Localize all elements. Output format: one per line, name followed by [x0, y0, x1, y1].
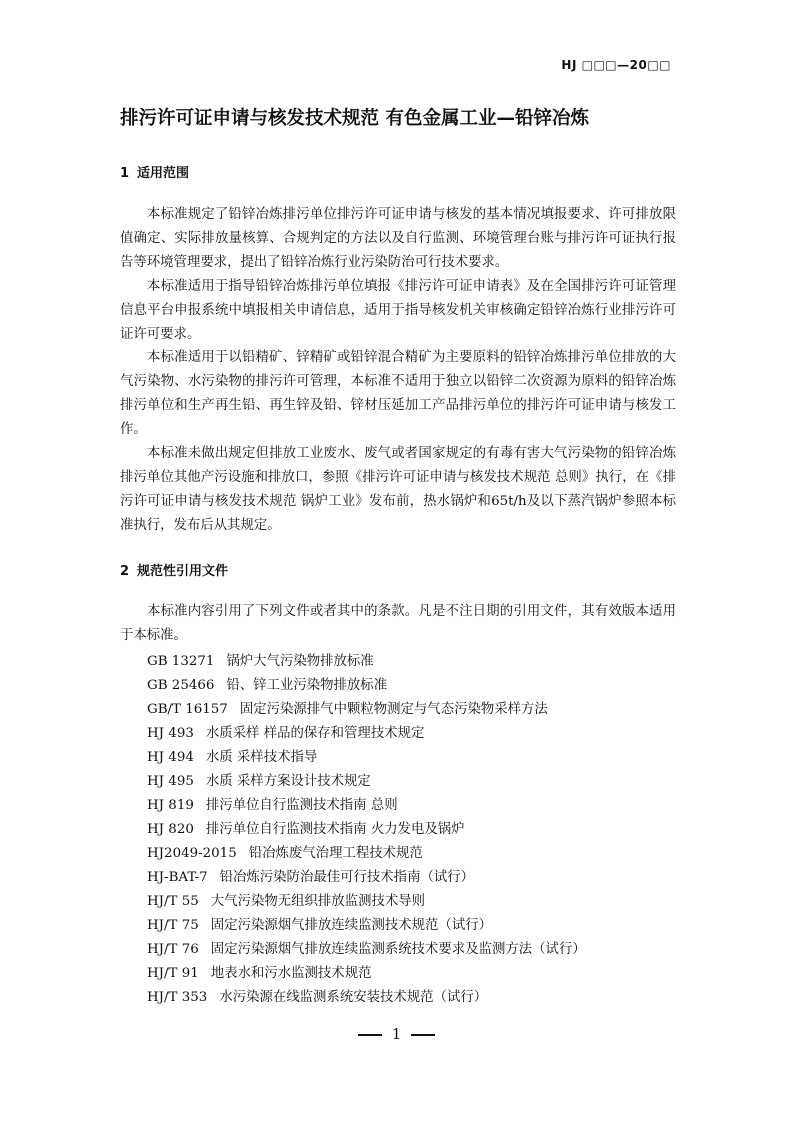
footer-dash-right: [411, 1034, 435, 1036]
reference-code: HJ-BAT-7: [147, 870, 208, 885]
reference-item: [147, 770, 586, 794]
reference-name: 固定污染源排气中颗粒物测定与气态污染物采样方法: [239, 702, 548, 717]
reference-item: [147, 746, 586, 770]
reference-name: 地表水和污水监测技术规范: [210, 966, 372, 981]
reference-code: HJ 493: [147, 726, 194, 741]
reference-item: [147, 698, 586, 722]
reference-item: [147, 842, 586, 866]
reference-item: [147, 794, 586, 818]
reference-code: HJ/T 353: [147, 990, 208, 1005]
reference-code: HJ 495: [147, 774, 194, 789]
page-number: 1: [391, 1025, 402, 1043]
footer-dash-left: [358, 1034, 382, 1036]
reference-name: 铅冶炼污染防治最佳可行技术指南（试行）: [219, 870, 475, 885]
reference-name: 铅、锌工业污染物排放标准: [226, 678, 388, 693]
reference-item: [147, 890, 586, 914]
reference-code: GB/T 16157: [147, 702, 228, 717]
reference-code: GB 13271: [147, 654, 215, 669]
reference-item: [147, 650, 586, 674]
reference-code: HJ 494: [147, 750, 194, 765]
paragraph: 本标准规定了铅锌冶炼排污单位排污许可证申请与核发的基本情况填报要求、许可排放限值确定、实际排放量核算、合规判定的方法以及自行监测、环境管理台账与排污许可证执行报告等环境管理要求，提出了铅锌冶炼行业污染防治可行技术要求。: [120, 207, 676, 270]
reference-item: [147, 818, 586, 842]
reference-code: HJ/T 91: [147, 966, 199, 981]
reference-item: [147, 938, 586, 962]
paragraph: 本标准适用于指导铅锌冶炼排污单位填报《排污许可证申请表》及在全国排污许可证管理信息平台申报系统中填报相关申请信息，适用于指导核发机关审核确定铅锌冶炼行业排污许可证许可要求。: [120, 279, 676, 342]
section-number: 2: [120, 564, 130, 579]
section-title: 规范性引用文件: [137, 564, 229, 579]
reference-name: 锅炉大气污染物排放标准: [226, 654, 374, 669]
reference-item: [147, 962, 586, 986]
reference-item: [147, 722, 586, 746]
reference-name: 固定污染源烟气排放连续监测系统技术要求及监测方法（试行）: [210, 942, 586, 957]
reference-code: GB 25466: [147, 678, 215, 693]
reference-name: 大气污染物无组织排放监测技术导则: [210, 894, 426, 909]
reference-code: HJ2049-2015: [147, 846, 237, 861]
reference-name: 铅冶炼废气治理工程技术规范: [248, 846, 423, 861]
section-1-heading: [120, 162, 189, 181]
reference-name: 排污单位自行监测技术指南 总则: [205, 798, 398, 813]
reference-code: HJ 819: [147, 798, 194, 813]
reference-name: 水质 采样方案设计技术规定: [205, 774, 371, 789]
section-title: 适用范围: [137, 166, 190, 181]
reference-name: 排污单位自行监测技术指南 火力发电及锅炉: [205, 822, 465, 837]
section-2-intro: 本标准内容引用了下列文件或者其中的条款。凡是不注日期的引用文件，其有效版本适用于本标准。: [120, 604, 676, 643]
page-footer: [0, 1025, 793, 1043]
paragraph: 本标准未做出规定但排放工业废水、废气或者国家规定的有毒有害大气污染物的铅锌冶炼排污单位其他产污设施和排放口，参照《排污许可证申请与核发技术规范 总则》执行，在《排污许可证申请与核发技术规范 锅炉工业》发布前，热水锅炉和65t/h及以下蒸汽锅炉参照本标准执行，发布后从其规定。: [120, 446, 676, 533]
reference-code: HJ 820: [147, 822, 194, 837]
page-title: 排污许可证申请与核发技术规范 有色金属工业—铅锌冶炼: [120, 108, 589, 129]
reference-code: HJ/T 75: [147, 918, 199, 933]
reference-name: 水污染源在线监测系统安装技术规范（试行）: [219, 990, 488, 1005]
reference-name: 固定污染源烟气排放连续监测技术规范（试行）: [210, 918, 492, 933]
reference-item: [147, 674, 586, 698]
reference-item: [147, 986, 586, 1010]
section-2-heading: [120, 560, 228, 579]
reference-code: HJ/T 55: [147, 894, 199, 909]
reference-list: [147, 650, 586, 1010]
paragraph: 本标准适用于以铅精矿、锌精矿或铅锌混合精矿为主要原料的铅锌冶炼排污单位排放的大气污染物、水污染物的排污许可管理，本标准不适用于独立以铅锌二次资源为原料的铅锌冶炼排污单位和生产再生铅、再生锌及铅、锌材压延加工产品排污单位的排污许可证申请与核发工作。: [120, 350, 676, 437]
header-doc-code: HJ □□□—20□□: [561, 58, 671, 72]
reference-item: [147, 914, 586, 938]
reference-item: [147, 866, 586, 890]
section-number: 1: [120, 166, 130, 181]
reference-name: 水质 采样技术指导: [205, 750, 318, 765]
reference-name: 水质采样 样品的保存和管理技术规定: [205, 726, 425, 741]
reference-code: HJ/T 76: [147, 942, 199, 957]
